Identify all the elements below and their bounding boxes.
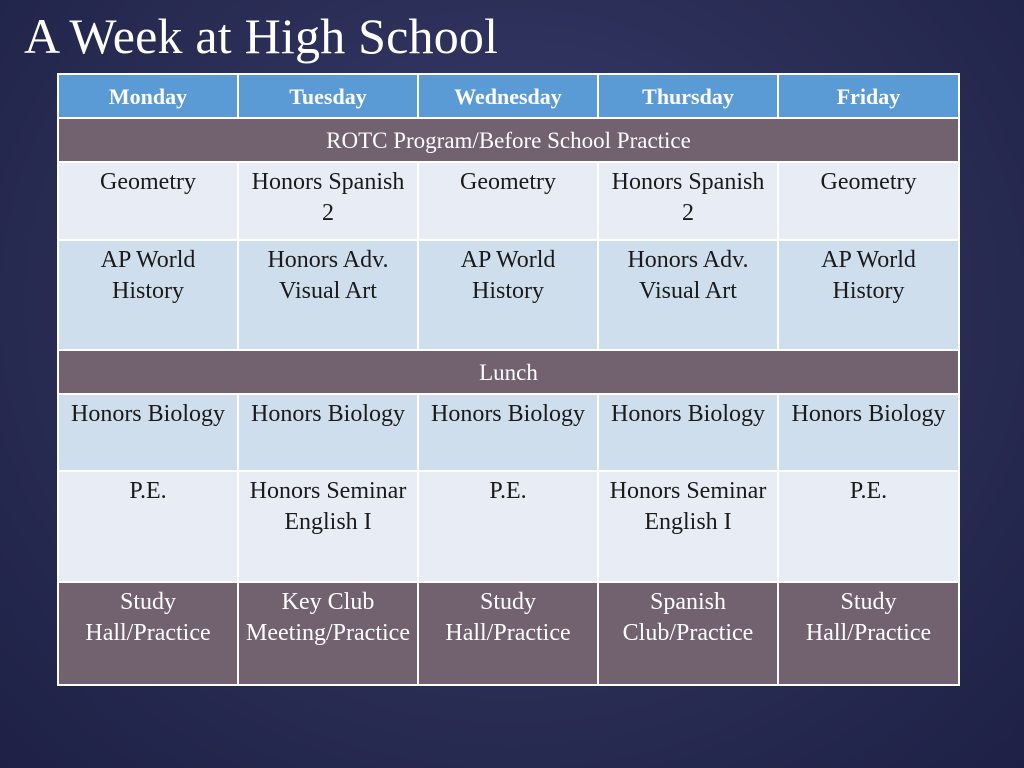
schedule-cell: Honors Seminar English I [598,471,778,582]
schedule-cell: AP World History [58,240,238,350]
schedule-cell: Geometry [778,162,959,240]
schedule-cell: Honors Biology [778,394,959,471]
before-school-row [58,118,959,162]
day-header-monday: Monday [58,74,238,118]
period-4-row [58,471,959,582]
schedule-cell: Honors Biology [58,394,238,471]
schedule-cell: Honors Adv. Visual Art [598,240,778,350]
day-header-wednesday: Wednesday [418,74,598,118]
schedule-cell: AP World History [778,240,959,350]
schedule-cell: Study Hall/Practice [418,582,598,685]
schedule-cell: Honors Spanish 2 [598,162,778,240]
before-school-cell: ROTC Program/Before School Practice [58,118,959,162]
period-2-row [58,240,959,350]
schedule-cell: Honors Spanish 2 [238,162,418,240]
day-header-tuesday: Tuesday [238,74,418,118]
lunch-row [58,350,959,394]
schedule-cell: Key Club Meeting/Practice [238,582,418,685]
schedule-cell: AP World History [418,240,598,350]
schedule-cell: P.E. [58,471,238,582]
schedule-cell: Geometry [418,162,598,240]
lunch-cell: Lunch [58,350,959,394]
day-header-friday: Friday [778,74,959,118]
schedule-cell: P.E. [418,471,598,582]
period-1-row [58,162,959,240]
day-header-row [58,74,959,118]
schedule-cell: Honors Biology [238,394,418,471]
period-3-row [58,394,959,471]
schedule-cell: Honors Adv. Visual Art [238,240,418,350]
schedule-cell: Honors Biology [418,394,598,471]
schedule-cell: P.E. [778,471,959,582]
schedule-cell: Study Hall/Practice [58,582,238,685]
schedule-cell: Geometry [58,162,238,240]
schedule-cell: Study Hall/Practice [778,582,959,685]
schedule-cell: Honors Seminar English I [238,471,418,582]
day-header-thursday: Thursday [598,74,778,118]
weekly-schedule-table [57,73,960,686]
schedule-cell: Honors Biology [598,394,778,471]
after-school-row [58,582,959,685]
slide-title: A Week at High School [24,8,499,64]
schedule-cell: Spanish Club/Practice [598,582,778,685]
